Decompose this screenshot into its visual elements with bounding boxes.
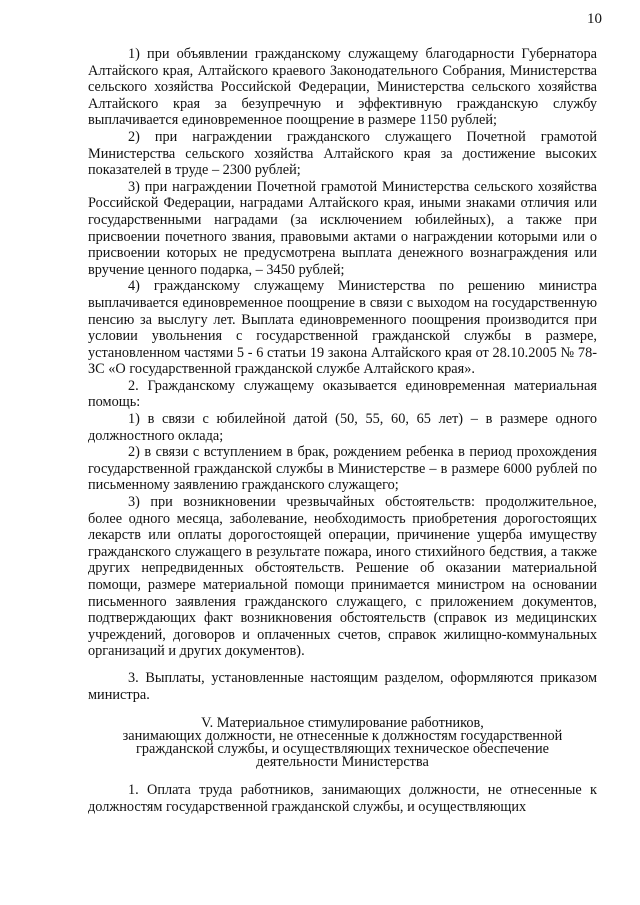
paragraph-marriage-birth-aid: 2) в связи с вступлением в брак, рождением ребенка в период прохождения государственной гражданской службы в Министерстве – в размере 6000 рублей по письменному заявлению гражданского служащего; bbox=[88, 444, 597, 494]
paragraph-retirement-bonus: 4) гражданскому служащему Министерства по решению министра выплачивается единовременное поощрение в связи с выходом на государственную пенсию за выслугу лет. Выплата единовременного поощрения производится при условии увольнения с государственной гражданской службы в размере, установленном частями 5 - 6 статьи 19 закона Алтайского края от 28.10.2005 № 78-ЗС «О государственной гражданской службе Алтайского края». bbox=[88, 278, 597, 378]
paragraph-state-awards: 3) при награждении Почетной грамотой Министерства сельского хозяйства Российской Федерации, наградами Алтайского края, иными знаками отличия или государственными наградами (за исключением юбилейных), а также при присвоении почетного звания, правовыми актами о награждении которыми или о присвоении которых не предусмотрена выплата денежного вознаграждения или вручение ценного подарка, – 3450 рублей; bbox=[88, 178, 597, 278]
paragraph-staff-remuneration: 1. Оплата труда работников, занимающих должности, не отнесенные к должностям государственной гражданской службы, и осуществляющих bbox=[88, 782, 597, 815]
paragraph-honor-certificate: 2) при награждении гражданского служащего Почетной грамотой Министерства сельского хозяйства Алтайского края за достижение высоких показателей в труде – 2300 рублей; bbox=[88, 128, 597, 179]
page-number: 10 bbox=[587, 11, 602, 27]
section-heading-line: V. Материальное стимулирование работников, bbox=[201, 715, 484, 732]
section-heading-line: деятельности Министерства bbox=[256, 754, 429, 771]
section-heading-line: гражданской службы, и осуществляющих техническое обеспечение bbox=[136, 741, 549, 758]
paragraph-anniversary-aid: 1) в связи с юбилейной датой (50, 55, 60, 65 лет) – в размере одного должностного оклада; bbox=[88, 411, 597, 444]
document-body bbox=[88, 46, 597, 815]
paragraph-material-aid-intro: 2. Гражданскому служащему оказывается единовременная материальная помощь: bbox=[88, 377, 597, 411]
paragraph-payment-order: 3. Выплаты, установленные настоящим разделом, оформляются приказом министра. bbox=[88, 669, 597, 703]
section-heading bbox=[88, 717, 597, 769]
paragraph-emergency-aid: 3) при возникновении чрезвычайных обстоятельств: продолжительное, более одного месяца, заболевание, необходимость приобретения дорогостоящих лекарств или оплаты дорогостоящей операции, причинение ущерба имуществу гражданского служащего в результате пожара, иного стихийного бедствия, а также других непредвиденных обстоятельств. Решение об оказании материальной помощи, размере материальной помощи принимается министром на основании письменного заявления гражданского служащего, с приложением документов, подтверждающих факт возникновения обстоятельств (справок из медицинских учреждений, договоров и оплаченных счетов, справок жилищно-коммунальных организаций и других документов). bbox=[88, 494, 597, 660]
paragraph-award-thanks: 1) при объявлении гражданскому служащему благодарности Губернатора Алтайского края, Алтайского краевого Законодательного Собрания, Министерства сельского хозяйства Российской Федерации, Министерства сельского хозяйства Алтайского края за безупречную и эффективную гражданскую службу выплачивается единовременное поощрение в размере 1150 рублей; bbox=[88, 46, 597, 129]
section-heading-line: занимающих должности, не отнесенные к должностям государственной bbox=[122, 728, 563, 745]
